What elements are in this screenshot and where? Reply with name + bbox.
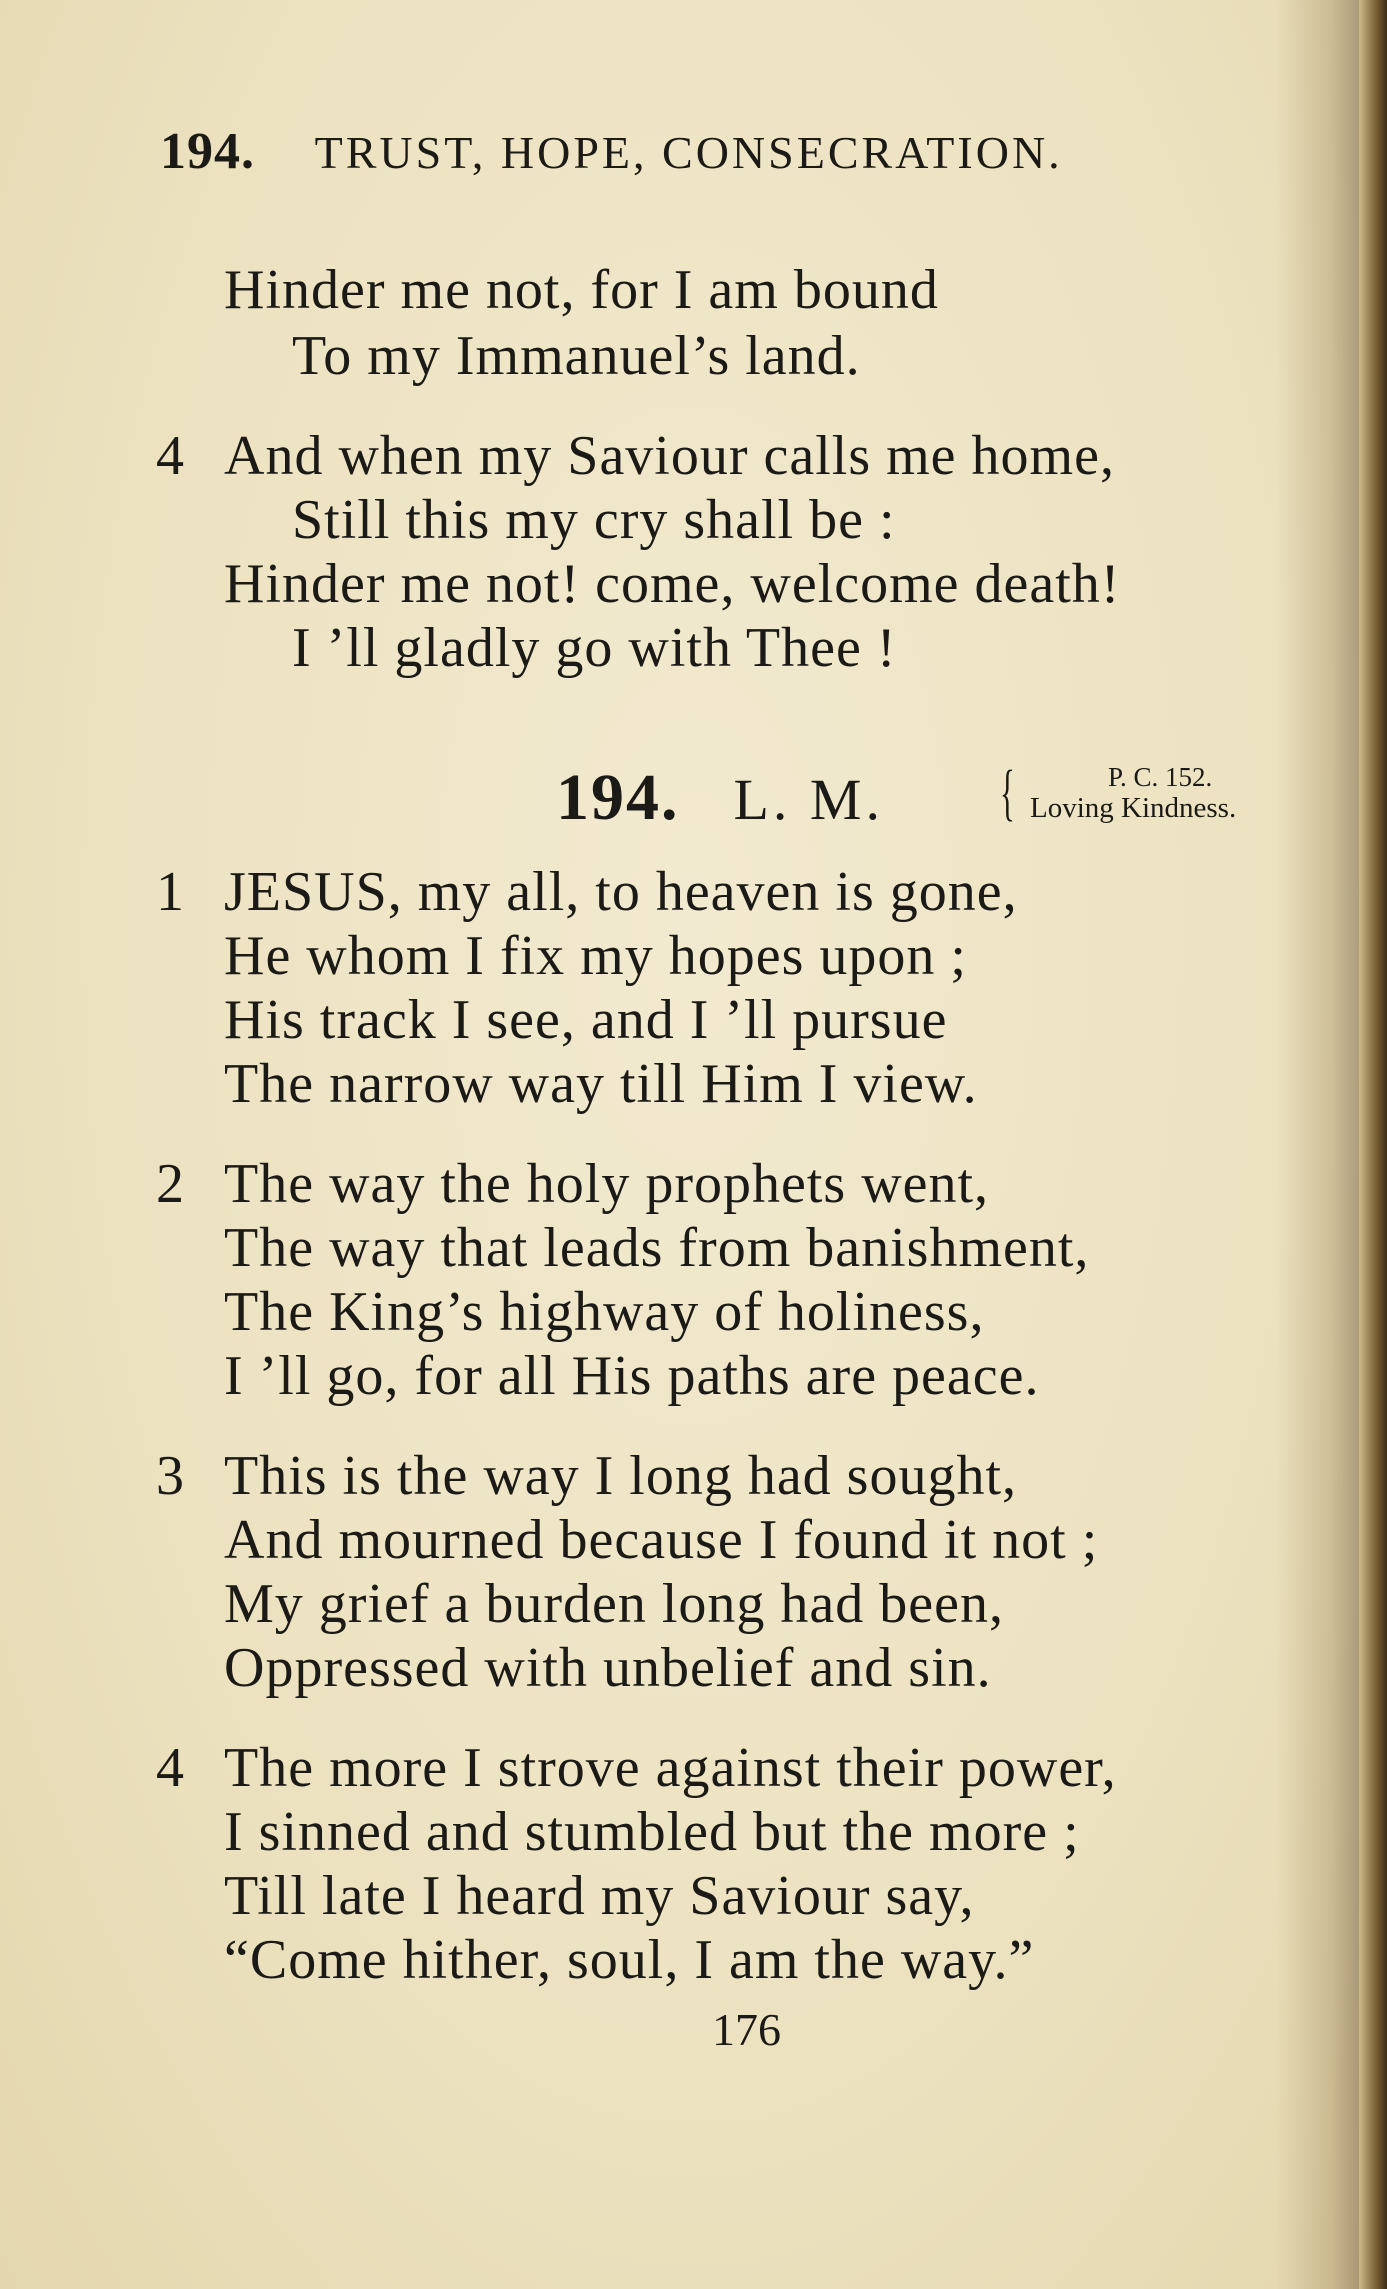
drop-initial: J — [224, 861, 247, 923]
verse-line-first — [224, 861, 1018, 923]
verse-line: The more I strove against their power, — [224, 1737, 1117, 1799]
verse-line: “Come hither, soul, I am the way.” — [224, 1929, 1035, 1991]
verse-line: Till late I heard my Saviour say, — [224, 1865, 975, 1927]
verse-line: The King’s highway of holiness, — [224, 1281, 985, 1343]
tune-book-ref: P. C. 152. — [1108, 762, 1213, 792]
verse-line-rest: my all, to heaven is gone, — [402, 861, 1018, 923]
verse-line: Hinder me not! come, welcome death! — [224, 553, 1121, 615]
verse-line: I sinned and stumbled but the more ; — [224, 1801, 1080, 1863]
verse-line: He whom I fix my hopes upon ; — [224, 925, 967, 987]
tune-reference — [1000, 760, 1360, 830]
stanza-number: 1 — [156, 861, 184, 923]
stanza-number: 4 — [156, 425, 184, 487]
tune-name: Loving Kindness. — [1030, 792, 1237, 824]
verse-line: This is the way I long had sought, — [224, 1445, 1018, 1507]
verse-line: My grief a burden long had been, — [224, 1573, 1004, 1635]
first-word-rest: ESUS, — [246, 861, 403, 923]
hymn-heading — [556, 760, 884, 836]
stanza-number: 4 — [156, 1737, 184, 1799]
verse-line: To my Immanuel’s land. — [292, 325, 861, 387]
verse-line: Still this my cry shall be : — [292, 489, 896, 551]
stanza-number: 2 — [156, 1153, 184, 1215]
header-page-ref: 194. — [160, 123, 255, 180]
hymn-number: 194. — [556, 761, 680, 834]
running-header — [160, 122, 1063, 181]
book-spine-edge — [1359, 0, 1387, 2289]
verse-line: Oppressed with unbelief and sin. — [224, 1637, 992, 1699]
stanza-number: 3 — [156, 1445, 184, 1507]
verse-line: The narrow way till Him I view. — [224, 1053, 978, 1115]
verse-line: And mourned because I found it not ; — [224, 1509, 1099, 1571]
verse-line: His track I see, and I ’ll pursue — [224, 989, 948, 1051]
header-section-title: TRUST, HOPE, CONSECRATION. — [314, 127, 1063, 178]
verse-line: The way that leads from banishment, — [224, 1217, 1090, 1279]
hymn-meter: L. M. — [733, 767, 884, 832]
verse-line: And when my Saviour calls me home, — [224, 425, 1115, 487]
verse-line: I ’ll gladly go with Thee ! — [292, 617, 897, 679]
verse-line: I ’ll go, for all His paths are peace. — [224, 1345, 1040, 1407]
brace-icon: { — [1000, 759, 1015, 827]
page-number: 176 — [712, 2004, 781, 2055]
verse-line: Hinder me not, for I am bound — [224, 259, 939, 321]
verse-line: The way the holy prophets went, — [224, 1153, 990, 1215]
